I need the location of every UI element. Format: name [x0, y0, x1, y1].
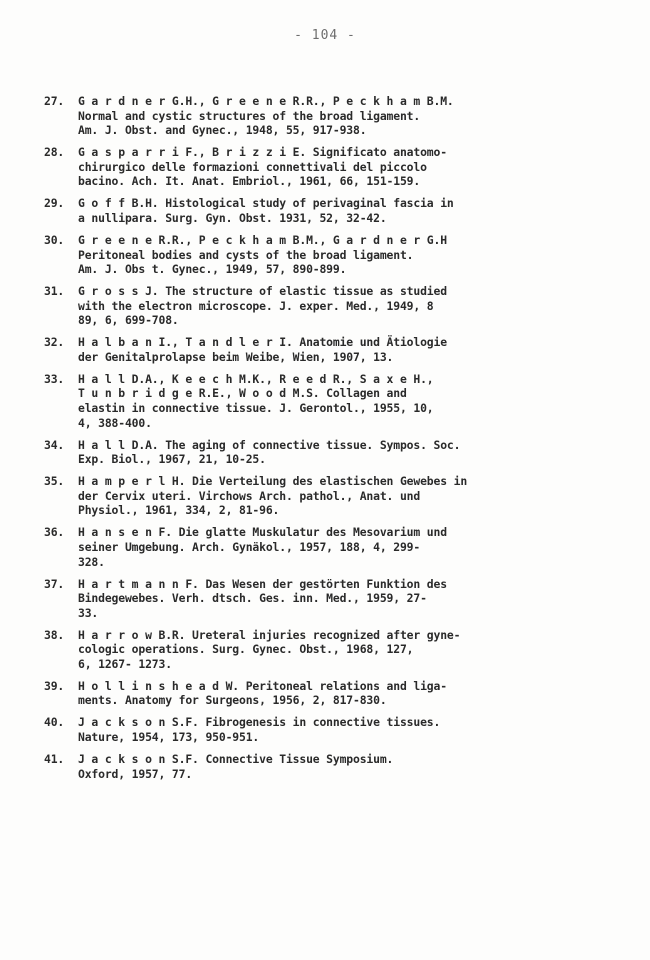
reference-number: 27. [44, 94, 65, 108]
reference-line: Peritoneal bodies and cysts of the broad ligament. [78, 247, 414, 262]
reference-item [44, 284, 634, 328]
reference-line: H a n s e n F. Die glatte Muskulatur des Mesovarium und [78, 525, 447, 540]
reference-list [44, 94, 634, 789]
reference-item [44, 715, 634, 744]
reference-item [44, 525, 634, 569]
reference-number: 30. [44, 232, 65, 247]
reference-line: cologic operations. Surg. Gynec. Obst., 1968, 127, [78, 642, 414, 657]
reference-line: H a l l D.A., K e e c h M.K., R e e d R., S a x e H., [78, 371, 434, 386]
reference-line: seiner Umgebung. Arch. Gynäkol., 1957, 188, 4, 299- [78, 539, 421, 554]
reference-line: G r o s s J. The structure of elastic tissue as studied [78, 284, 447, 299]
reference-number: 29. [44, 196, 65, 211]
reference-line: Nature, 1954, 173, 950-951. [78, 730, 260, 745]
reference-item [44, 438, 634, 467]
reference-line: Bindegewebes. Verh. dtsch. Ges. inn. Med., 1959, 27- [78, 591, 427, 606]
page-number: - 104 - [294, 28, 356, 43]
reference-item [44, 94, 634, 138]
reference-line: with the electron microscope. J. exper. Med., 1949, 8 [78, 298, 434, 313]
reference-line: 33. [78, 605, 99, 620]
reference-number: 40. [44, 715, 65, 730]
reference-item [44, 196, 634, 225]
reference-line: G o f f B.H. Histological study of perivaginal fascia in [78, 196, 454, 211]
reference-line: der Genitalprolapse beim Weibe, Wien, 1907, 13. [78, 349, 394, 364]
reference-line: 6, 1267- 1273. [78, 656, 172, 671]
reference-line: Normal and cystic structures of the broad ligament. [78, 108, 421, 123]
reference-line: 89, 6, 699-708. [78, 313, 179, 328]
reference-line: Am. J. Obst. and Gynec., 1948, 55, 917-938. [78, 123, 367, 138]
reference-line: G a s p a r r i F., B r i z z i E. Significato anatomo- [78, 145, 447, 160]
reference-item [44, 679, 634, 708]
reference-number: 35. [44, 474, 65, 489]
reference-item [44, 372, 634, 430]
reference-line: G a r d n e r G.H., G r e e n e R.R., P e c k h a m B.M. [78, 94, 454, 108]
reference-line: J a c k s o n S.F. Fibrogenesis in connective tissues. [78, 715, 441, 730]
reference-line: J a c k s o n S.F. Connective Tissue Symposium. [78, 752, 394, 767]
reference-line: ments. Anatomy for Surgeons, 1956, 2, 817-830. [78, 693, 387, 708]
reference-number: 39. [44, 678, 65, 693]
reference-item [44, 752, 634, 781]
reference-number: 32. [44, 335, 65, 350]
reference-line: H a m p e r l H. Die Verteilung des elastischen Gewebes in [78, 474, 468, 489]
reference-item [44, 233, 634, 277]
reference-line: H a l l D.A. The aging of connective tissue. Sympos. Soc. [78, 437, 461, 452]
reference-number: 41. [44, 752, 65, 767]
reference-item [44, 628, 634, 672]
reference-line: H a r t m a n n F. Das Wesen der gestörten Funktion des [78, 576, 447, 591]
reference-line: Exp. Biol., 1967, 21, 10-25. [78, 452, 266, 467]
reference-number: 36. [44, 525, 65, 540]
reference-line: T u n b r i d g e R.E., W o o d M.S. Collagen and [78, 386, 407, 401]
reference-line: Am. J. Obs t. Gynec., 1949, 57, 890-899. [78, 262, 347, 277]
reference-number: 38. [44, 627, 65, 642]
reference-line: 4, 388-400. [78, 415, 152, 430]
reference-number: 33. [44, 371, 65, 386]
reference-item [44, 577, 634, 621]
reference-line: H o l l i n s h e a d W. Peritoneal relations and liga- [78, 678, 447, 693]
reference-line: G r e e n e R.R., P e c k h a m B.M., G a r d n e r G.H [78, 232, 447, 247]
reference-item [44, 335, 634, 364]
reference-line: bacino. Ach. It. Anat. Embriol., 1961, 66, 151-159. [78, 174, 421, 189]
reference-number: 34. [44, 437, 65, 452]
reference-line: H a r r o w B.R. Ureteral injuries recognized after gyne- [78, 627, 461, 642]
reference-line: chirurgico delle formazioni connettivali del piccolo [78, 159, 427, 174]
reference-line: H a l b a n I., T a n d l e r I. Anatomie und Ätiologie [78, 335, 447, 350]
reference-line: elastin in connective tissue. J. Gerontol., 1955, 10, [78, 401, 434, 416]
reference-number: 37. [44, 576, 65, 591]
reference-line: Physiol., 1961, 334, 2, 81-96. [78, 503, 280, 518]
reference-number: 28. [44, 145, 65, 160]
reference-item [44, 145, 634, 189]
reference-line: a nullipara. Surg. Gyn. Obst. 1931, 52, 32-42. [78, 210, 387, 225]
reference-item [44, 474, 634, 518]
reference-line: 328. [78, 554, 105, 569]
reference-line: Oxford, 1957, 77. [78, 766, 193, 781]
reference-number: 31. [44, 284, 65, 299]
reference-line: der Cervix uteri. Virchows Arch. pathol., Anat. und [78, 488, 421, 503]
